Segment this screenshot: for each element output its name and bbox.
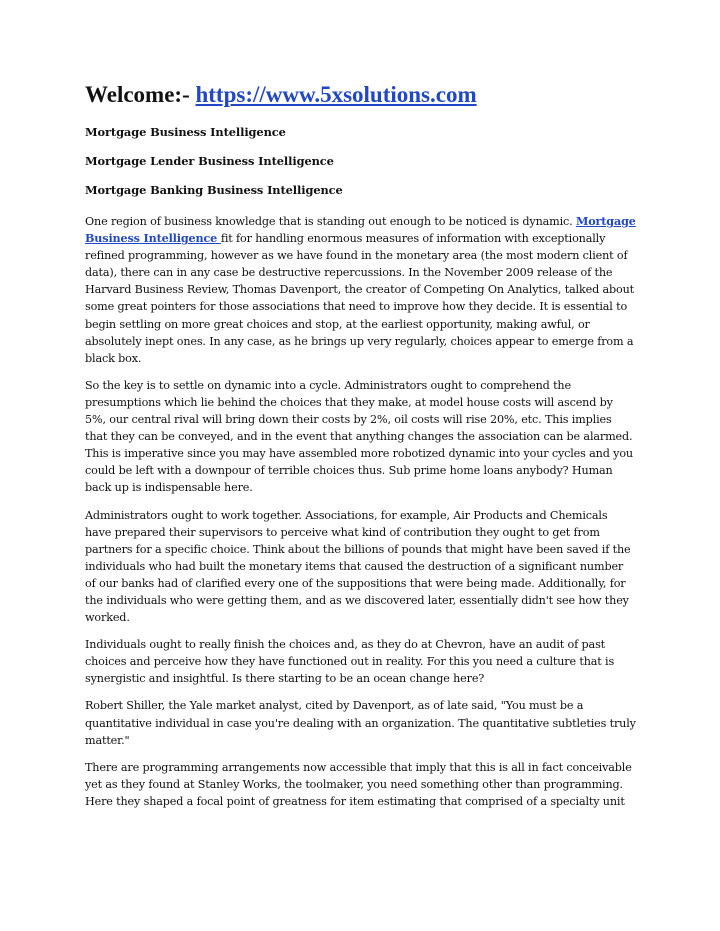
heading-mortgage-banking-bi: Mortgage Banking Business Intelligence [85, 183, 343, 197]
heading-mortgage-lender-bi: Mortgage Lender Business Intelligence [85, 154, 334, 168]
paragraph-4: Individuals ought to really finish the choices and, as they do at Chevron, have an audit of past choices and perceive how they have functioned out in reality. For this you need a culture that is synergistic and insightful. Is there starting to be an ocean change here? [85, 638, 615, 686]
paragraph-6: There are programming arrangements now accessible that imply that this is all in fact conceivable yet as they found at Stanley Works, the toolmaker, you need something other than programming. Here they shaped a focal point of greatness for item estimating that comprised of a specialty unit [85, 760, 632, 808]
paragraph-1 [85, 213, 637, 367]
p1-text-before: One region of business knowledge that is standing out enough to be noticed is dynamic. [85, 215, 576, 228]
website-link[interactable]: https://www.5xsolutions.com [195, 82, 477, 107]
heading-mortgage-bi: Mortgage Business Intelligence [85, 125, 286, 139]
paragraph-3: Administrators ought to work together. Associations, for example, Air Products and Chemicals have prepared their supervisors to perceive what kind of contribution they ought to get from partners for a specific choice. Think about the billions of pounds that might have been saved if the individuals who had built the monetary items that caused the destruction of a significant number of our banks had of clarified every one of the suppositions that were being made. Additionally, for the individuals who were getting them, and as we discovered later, essentially didn't see how they worked. [85, 508, 631, 625]
mortgage-bi-link[interactable]: Mortgage Business Intelligence [85, 214, 636, 246]
paragraph-5: Robert Shiller, the Yale market analyst, cited by Davenport, as of late said, "You must be a quantitative individual in case you're dealing with an organization. The quantitative subtleties truly matter." [85, 699, 636, 747]
welcome-text: Welcome [85, 82, 175, 107]
p1-text-after: fit for handling enormous measures of information with exceptionally refined programming, however as we have found in the monetary area (the most modern client of data), there can in any case be destructive repercussions. In the November 2009 release of the Harvard Business Review, Thomas Davenport, the creator of Competing On Analytics, talked about some great pointers for those associations that need to improve how they decide. It is essential to begin settling on more great choices and stop, at the earliest opportunity, making awful, or absolutely inept ones. In any case, as he brings up very regularly, choices appear to emerge from a black box. [85, 232, 635, 365]
page-title [85, 80, 637, 110]
document-page [85, 80, 637, 820]
paragraph-2: So the key is to settle on dynamic into a cycle. Administrators ought to comprehend the presumptions which lie behind the choices that they make, at model house costs will ascend by 5%, our central rival will bring down their costs by 2%, oil costs will rise 20%, etc. This implies that they can be conveyed, and in the event that anything changes the association can be alarmed. This is imperative since you may have assembled more robotized dynamic into your cycles and you could be left with a downpour of terrible choices thus. Sub prime home loans anybody? Human back up is indispensable here. [85, 378, 633, 495]
title-separator: :- [174, 82, 196, 107]
